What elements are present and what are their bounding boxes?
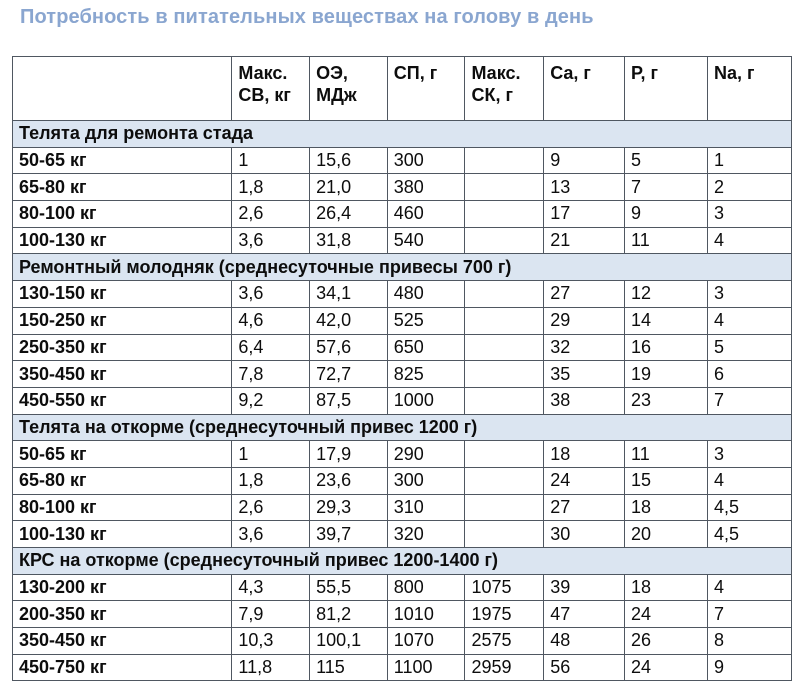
value-cell: 1010 [387,601,465,628]
weight-range-cell: 50-65 кг [13,147,232,174]
section-title: Телята на откорме (среднесуточный привес 1200 г) [13,414,792,441]
value-cell: 15 [625,467,708,494]
value-cell: 4,6 [232,307,310,334]
page-title: Потребность в питательных веществах на голову в день [20,6,594,28]
header-line: Са, г [550,63,591,83]
value-cell [465,467,544,494]
section-title: Ремонтный молодняк (среднесуточные привесы 700 г) [13,254,792,281]
weight-range-cell: 80-100 кг [13,494,232,521]
weight-range-cell: 250-350 кг [13,334,232,361]
table-row [13,654,792,681]
value-cell: 23,6 [310,467,388,494]
section-title: КРС на откорме (среднесуточный привес 1200-1400 г) [13,548,792,575]
value-cell: 24 [544,467,625,494]
value-cell [465,227,544,254]
value-cell: 26 [625,628,708,655]
table-row [13,201,792,228]
weight-range-cell: 130-200 кг [13,574,232,601]
header-line: Макс. [238,63,288,83]
value-cell: 29 [544,307,625,334]
header-cell-oe [310,57,388,121]
weight-range-cell: 130-150 кг [13,281,232,308]
value-cell: 1100 [387,654,465,681]
value-cell [465,361,544,388]
weight-range-cell: 50-65 кг [13,441,232,468]
value-cell: 18 [625,574,708,601]
value-cell: 6 [707,361,791,388]
value-cell: 800 [387,574,465,601]
weight-range-cell: 100-130 кг [13,227,232,254]
value-cell: 18 [625,494,708,521]
value-cell: 1 [707,147,791,174]
value-cell: 2,6 [232,201,310,228]
table-row [13,387,792,414]
value-cell: 9 [625,201,708,228]
value-cell: 3 [707,281,791,308]
section-header-row [13,414,792,441]
value-cell: 9,2 [232,387,310,414]
table-row [13,174,792,201]
value-cell [465,334,544,361]
value-cell: 380 [387,174,465,201]
header-cell-max-sk [465,57,544,121]
value-cell: 1070 [387,628,465,655]
header-line: ОЭ, [316,63,348,83]
value-cell: 650 [387,334,465,361]
header-line: СП, г [393,63,438,83]
value-cell: 115 [310,654,388,681]
value-cell: 1,8 [232,467,310,494]
weight-range-cell: 100-130 кг [13,521,232,548]
value-cell: 35 [544,361,625,388]
value-cell: 39,7 [310,521,388,548]
value-cell: 3 [707,441,791,468]
value-cell: 21 [544,227,625,254]
table-row [13,281,792,308]
value-cell: 100,1 [310,628,388,655]
value-cell: 1000 [387,387,465,414]
table-row [13,441,792,468]
value-cell: 16 [625,334,708,361]
value-cell: 21,0 [310,174,388,201]
value-cell: 23 [625,387,708,414]
value-cell [465,387,544,414]
value-cell: 7,9 [232,601,310,628]
section-header-row [13,121,792,148]
value-cell: 57,6 [310,334,388,361]
value-cell: 290 [387,441,465,468]
table-header-row [13,57,792,121]
value-cell: 1975 [465,601,544,628]
value-cell: 17 [544,201,625,228]
value-cell: 42,0 [310,307,388,334]
weight-range-cell: 65-80 кг [13,174,232,201]
value-cell: 9 [707,654,791,681]
weight-range-cell: 450-750 кг [13,654,232,681]
value-cell [465,441,544,468]
value-cell: 26,4 [310,201,388,228]
value-cell: 310 [387,494,465,521]
value-cell: 4,5 [707,494,791,521]
value-cell: 14 [625,307,708,334]
value-cell: 6,4 [232,334,310,361]
header-cell-p [625,57,708,121]
value-cell: 1,8 [232,174,310,201]
table-row [13,307,792,334]
value-cell: 8 [707,628,791,655]
table-row [13,601,792,628]
value-cell [465,201,544,228]
value-cell: 39 [544,574,625,601]
value-cell: 13 [544,174,625,201]
table-row [13,227,792,254]
value-cell: 47 [544,601,625,628]
value-cell: 5 [625,147,708,174]
table-row [13,494,792,521]
header-cell-max-sv [232,57,310,121]
table-body [13,121,792,681]
value-cell: 18 [544,441,625,468]
value-cell: 9 [544,147,625,174]
section-header-row [13,548,792,575]
value-cell: 4 [707,227,791,254]
value-cell: 3 [707,201,791,228]
value-cell: 7 [707,601,791,628]
value-cell: 300 [387,467,465,494]
weight-range-cell: 80-100 кг [13,201,232,228]
header-line: СК, г [471,85,513,105]
value-cell: 4 [707,307,791,334]
value-cell: 34,1 [310,281,388,308]
header-line: Na, г [713,63,755,83]
header-line: Р, г [631,63,659,83]
value-cell [465,521,544,548]
weight-range-cell: 65-80 кг [13,467,232,494]
table-row [13,147,792,174]
value-cell: 12 [625,281,708,308]
value-cell: 5 [707,334,791,361]
header-cell-na [707,57,791,121]
nutrient-table [12,56,792,681]
value-cell [465,174,544,201]
value-cell: 72,7 [310,361,388,388]
table-row [13,628,792,655]
value-cell: 1 [232,147,310,174]
value-cell: 24 [625,654,708,681]
section-header-row [13,254,792,281]
value-cell: 525 [387,307,465,334]
header-line: Макс. [471,63,521,83]
value-cell: 11,8 [232,654,310,681]
value-cell: 4,5 [707,521,791,548]
value-cell: 32 [544,334,625,361]
value-cell: 1 [232,441,310,468]
value-cell [465,494,544,521]
table-row [13,574,792,601]
value-cell: 11 [625,441,708,468]
table-row [13,467,792,494]
value-cell [465,307,544,334]
table-row [13,521,792,548]
value-cell: 15,6 [310,147,388,174]
value-cell: 29,3 [310,494,388,521]
table-row [13,361,792,388]
weight-range-cell: 350-450 кг [13,628,232,655]
value-cell: 81,2 [310,601,388,628]
value-cell: 2575 [465,628,544,655]
value-cell: 30 [544,521,625,548]
weight-range-cell: 150-250 кг [13,307,232,334]
value-cell: 7 [625,174,708,201]
weight-range-cell: 450-550 кг [13,387,232,414]
value-cell: 17,9 [310,441,388,468]
value-cell: 2959 [465,654,544,681]
value-cell: 825 [387,361,465,388]
value-cell: 2 [707,174,791,201]
value-cell: 19 [625,361,708,388]
value-cell: 7,8 [232,361,310,388]
value-cell: 55,5 [310,574,388,601]
value-cell [465,147,544,174]
value-cell: 3,6 [232,281,310,308]
value-cell [465,281,544,308]
value-cell: 10,3 [232,628,310,655]
table-row [13,334,792,361]
value-cell: 1075 [465,574,544,601]
value-cell: 4 [707,467,791,494]
header-line: МДж [316,85,357,105]
value-cell: 4,3 [232,574,310,601]
value-cell: 480 [387,281,465,308]
value-cell: 20 [625,521,708,548]
value-cell: 38 [544,387,625,414]
section-title: Телята для ремонта стада [13,121,792,148]
header-cell-ca [544,57,625,121]
value-cell: 540 [387,227,465,254]
value-cell: 31,8 [310,227,388,254]
weight-range-cell: 350-450 кг [13,361,232,388]
value-cell: 4 [707,574,791,601]
weight-range-cell: 200-350 кг [13,601,232,628]
value-cell: 7 [707,387,791,414]
value-cell: 320 [387,521,465,548]
value-cell: 300 [387,147,465,174]
value-cell: 24 [625,601,708,628]
header-cell-sp [387,57,465,121]
value-cell: 3,6 [232,521,310,548]
value-cell: 2,6 [232,494,310,521]
header-line: СВ, кг [238,85,291,105]
value-cell: 11 [625,227,708,254]
value-cell: 27 [544,494,625,521]
value-cell: 56 [544,654,625,681]
value-cell: 460 [387,201,465,228]
value-cell: 3,6 [232,227,310,254]
value-cell: 27 [544,281,625,308]
value-cell: 87,5 [310,387,388,414]
header-cell-empty [13,57,232,121]
value-cell: 48 [544,628,625,655]
